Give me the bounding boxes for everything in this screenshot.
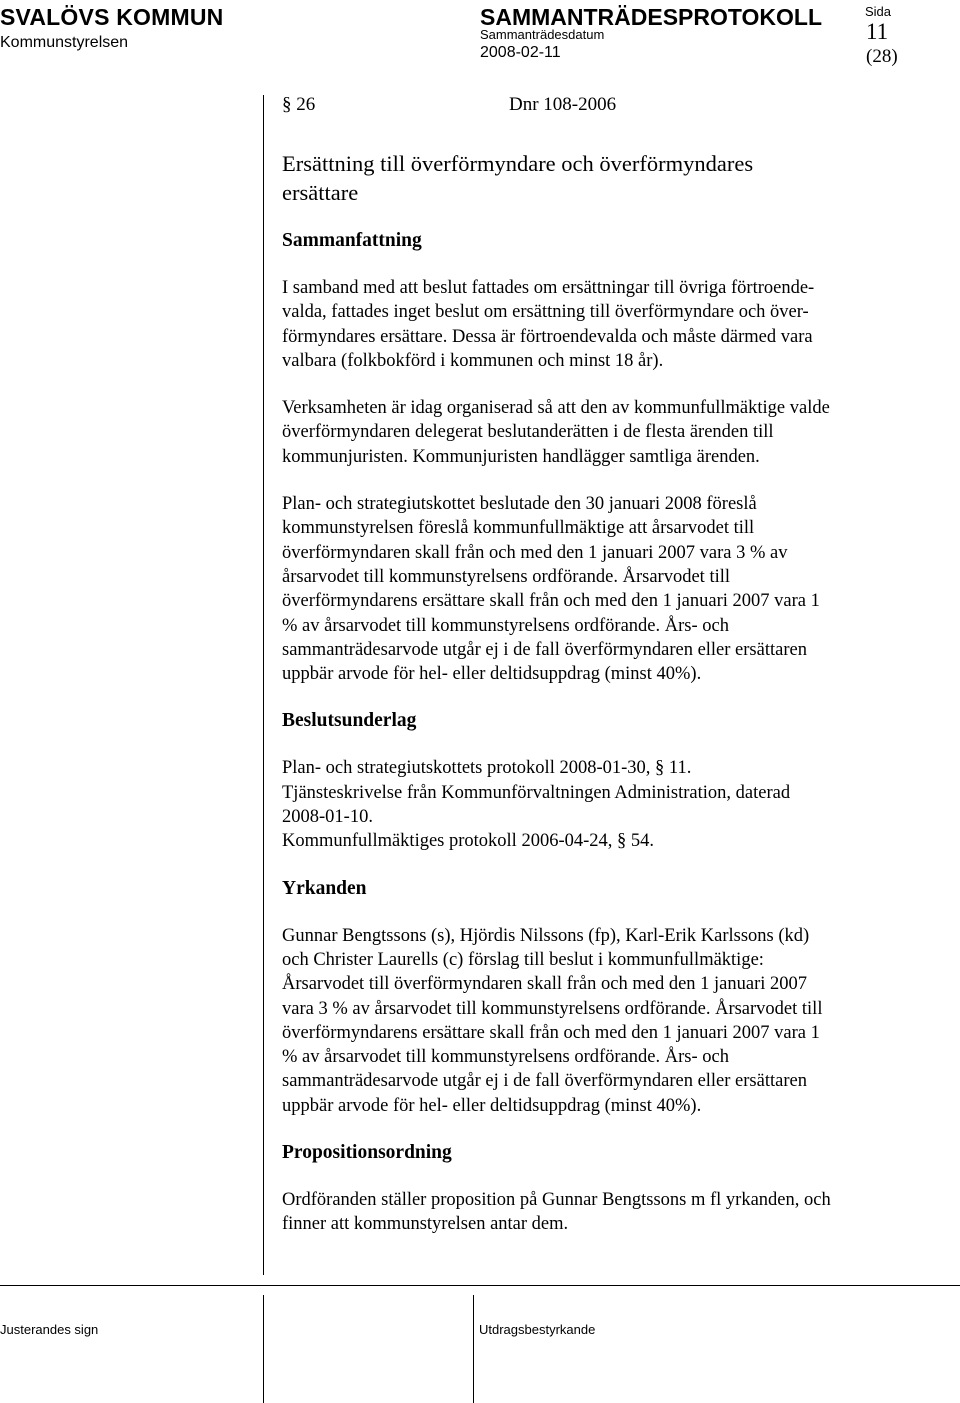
text-line: Ordföranden ställer proposition på Gunnar Bengtssons m fl yrkanden, och bbox=[282, 1190, 831, 1211]
beslutsunderlag-heading: Beslutsunderlag bbox=[282, 710, 417, 732]
text-line: kommunstyrelsen föreslå kommunfullmäktige att årsarvodet till bbox=[282, 518, 755, 539]
case-dnr: Dnr 108-2006 bbox=[509, 94, 617, 115]
meeting-date: 2008-02-11 bbox=[480, 44, 561, 61]
text-line: uppbär arvode för hel- eller deltidsuppdrag (minst 40%). bbox=[282, 664, 702, 685]
text-line: finner att kommunstyrelsen antar dem. bbox=[282, 1214, 569, 1235]
page-number: 11 bbox=[866, 19, 889, 44]
sammanfattning-heading: Sammanfattning bbox=[282, 230, 422, 251]
municipality-name: SVALÖVS KOMMUN bbox=[0, 4, 224, 30]
paragraph-number: § 26 bbox=[282, 94, 316, 115]
left-margin-rule bbox=[263, 95, 264, 1275]
case-title-line: Ersättning till överförmyndare och överförmyndares bbox=[282, 151, 754, 176]
protocol-body bbox=[282, 93, 932, 1260]
sammanfattning-paragraph-2 bbox=[282, 396, 932, 469]
sammanfattning-paragraph-3 bbox=[282, 492, 932, 686]
text-line: sammanträdesarvode utgår ej i de fall överförmyndaren eller ersättaren bbox=[282, 1071, 807, 1092]
text-line: Tjänsteskrivelse från Kommunförvaltningen Administration, daterad bbox=[282, 782, 791, 803]
text-line: Verksamheten är idag organiserad så att den av kommunfullmäktige valde bbox=[282, 398, 830, 419]
text-line: årsarvodet till kommunstyrelsens ordförande. Årsarvodet till bbox=[282, 566, 731, 587]
meeting-date-label: Sammanträdesdatum bbox=[480, 27, 605, 42]
text-line: överförmyndaren delegerat beslutanderätten i de flesta ärenden till bbox=[282, 422, 774, 443]
text-line: uppbär arvode för hel- eller deltidsuppdrag (minst 40%). bbox=[282, 1095, 702, 1116]
sammanfattning-paragraph-1 bbox=[282, 276, 932, 373]
beslutsunderlag-list bbox=[282, 756, 932, 853]
text-line: överförmyndarens ersättare skall från och med den 1 januari 2007 vara 1 bbox=[282, 1022, 820, 1043]
utdragsbestyrkande-label: Utdragsbestyrkande bbox=[479, 1322, 596, 1337]
text-line: överförmyndarens ersättare skall från och med den 1 januari 2007 vara 1 bbox=[282, 591, 820, 612]
text-line: valbara (folkbokförd i kommunen och minst 18 år). bbox=[282, 350, 664, 371]
page-label: Sida bbox=[865, 4, 892, 19]
text-line: sammanträdesarvode utgår ej i de fall överförmyndaren eller ersättaren bbox=[282, 639, 807, 660]
text-line: Plan- och strategiutskottet beslutade den 30 januari 2008 föreslå bbox=[282, 494, 757, 515]
case-header bbox=[282, 93, 932, 119]
text-line: 2008-01-10. bbox=[282, 807, 373, 828]
text-line: överförmyndaren skall från och med den 1 januari 2007 vara 3 % av bbox=[282, 542, 788, 563]
footer-rule bbox=[0, 1285, 960, 1286]
page-total: (28) bbox=[866, 46, 898, 67]
text-line: I samband med att beslut fattades om ersättningar till övriga förtroende- bbox=[282, 278, 815, 298]
yrkanden-heading: Yrkanden bbox=[282, 877, 367, 899]
propositionsordning-paragraph bbox=[282, 1188, 932, 1237]
text-line: Kommunfullmäktiges protokoll 2006-04-24, § 54. bbox=[282, 831, 655, 852]
text-line: kommunjuristen. Kommunjuristen handlägger samtliga ärenden. bbox=[282, 446, 760, 467]
yrkanden-paragraph bbox=[282, 924, 932, 1118]
text-line: och Christer Laurells (c) förslag till beslut i kommunfullmäktige: bbox=[282, 949, 764, 970]
paragraph-number-value: 26 bbox=[296, 94, 316, 115]
justerandes-sign-label: Justerandes sign bbox=[0, 1322, 99, 1337]
case-title-line: ersättare bbox=[282, 180, 359, 205]
text-line: vara 3 % av årsarvodet till kommunstyrelsens ordförande. Årsarvodet till bbox=[282, 998, 823, 1019]
text-line: % av årsarvodet till kommunstyrelsens ordförande. Års- och bbox=[282, 1047, 729, 1068]
text-line: % av årsarvodet till kommunstyrelsens ordförande. Års- och bbox=[282, 615, 729, 636]
signature-box bbox=[0, 1295, 264, 1403]
text-line: Gunnar Bengtssons (s), Hjördis Nilssons (fp), Karl-Erik Karlssons (kd) bbox=[282, 925, 810, 946]
text-line: förmyndares ersättare. Dessa är förtroendevalda och måste därmed vara bbox=[282, 326, 813, 347]
text-line: Årsarvodet till överförmyndaren skall från och med den 1 januari 2007 bbox=[282, 974, 808, 995]
signature-box bbox=[264, 1295, 474, 1403]
document-type: SAMMANTRÄDESPROTOKOLL bbox=[480, 4, 823, 30]
propositionsordning-heading: Propositionsordning bbox=[282, 1142, 452, 1164]
text-line: Plan- och strategiutskottets protokoll 2008-01-30, § 11. bbox=[282, 758, 692, 779]
text-line: valda, fattades inget beslut om ersättning till överförmyndare och över- bbox=[282, 302, 809, 323]
board-name: Kommunstyrelsen bbox=[0, 34, 129, 51]
case-title bbox=[282, 149, 932, 207]
